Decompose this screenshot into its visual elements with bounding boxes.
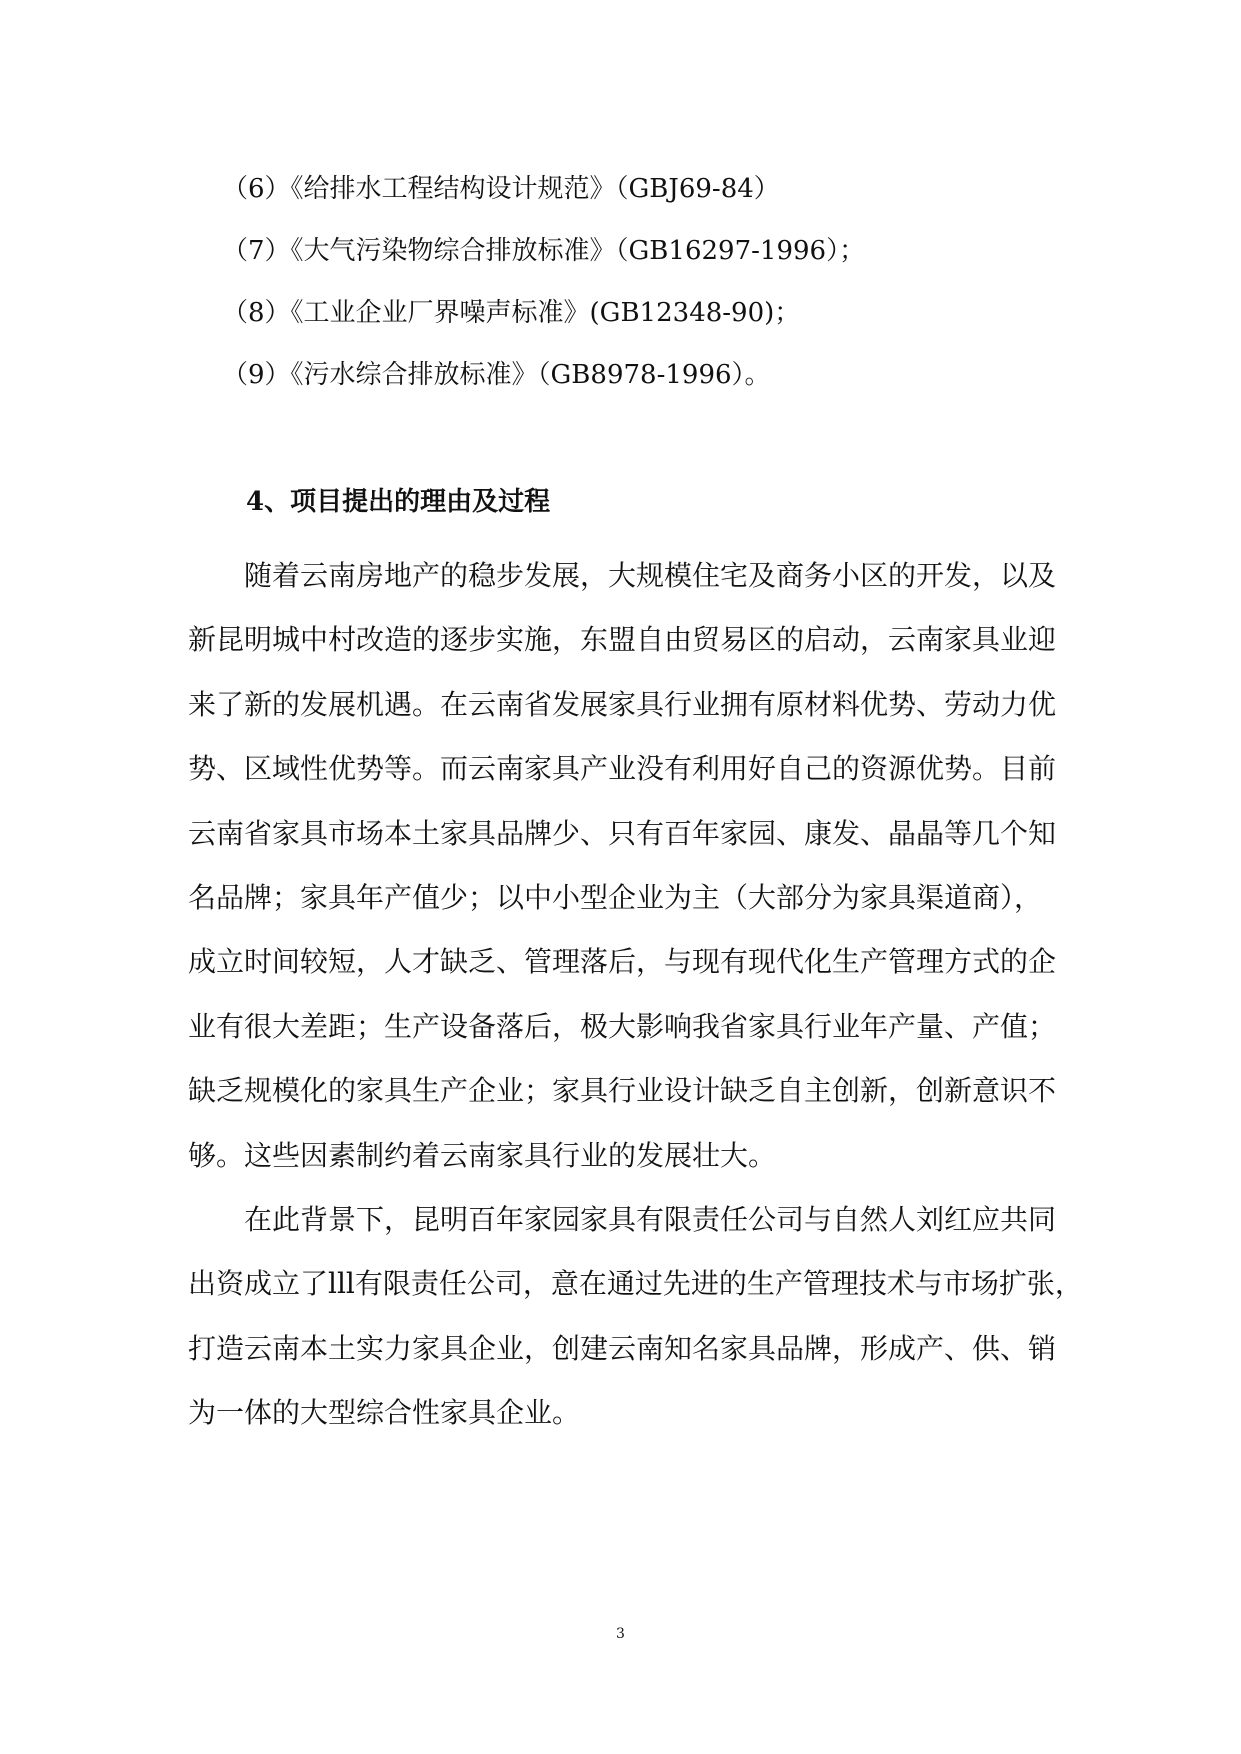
reference-item-8: （8）《工业企业厂界噪声标准》(GB12348-90)； [222, 298, 801, 328]
paragraph-1-line: 成立时间较短，人才缺乏、管理落后，与现有现代化生产管理方式的企 [188, 945, 1057, 979]
paragraph-1-line: 云南省家具市场本土家具品牌少、只有百年家园、康发、晶晶等几个知 [188, 816, 1057, 850]
paragraph-2-line: 出资成立了lll有限责任公司，意在通过先进的生产管理技术与市场扩张， [188, 1267, 1083, 1301]
paragraph-1-line: 业有很大差距；生产设备落后，极大影响我省家具行业年产量、产值； [188, 1009, 1057, 1043]
reference-item-9: （9）《污水综合排放标准》（GB8978-1996）。 [222, 360, 771, 390]
paragraph-1-line: 势、区域性优势等。而云南家具产业没有利用好自己的资源优势。目前 [188, 752, 1057, 786]
paragraph-1-line: 够。这些因素制约着云南家具行业的发展壮大。 [188, 1138, 777, 1172]
paragraph-2-line: 为一体的大型综合性家具企业。 [188, 1396, 581, 1430]
page-number: 3 [616, 1626, 625, 1642]
paragraph-2-line: 在此背景下，昆明百年家园家具有限责任公司与自然人刘红应共同 [244, 1202, 1057, 1236]
paragraph-1-line: 随着云南房地产的稳步发展，大规模住宅及商务小区的开发，以及 [244, 559, 1057, 592]
reference-item-6: （6）《给排水工程结构设计规范》（GBJ69-84） [222, 174, 780, 204]
paragraph-2-line: 打造云南本土实力家具企业，创建云南知名家具品牌，形成产、供、销 [188, 1331, 1057, 1365]
paragraph-1-line: 新昆明城中村改造的逐步实施，东盟自由贸易区的启动，云南家具业迎 [188, 623, 1057, 657]
paragraph-1-line: 来了新的发展机遇。在云南省发展家具行业拥有原材料优势、劳动力优 [188, 687, 1057, 721]
reference-item-7: （7）《大气污染物综合排放标准》（GB16297-1996）； [222, 236, 866, 266]
section-body [188, 544, 1088, 1445]
paragraph-1-line: 缺乏规模化的家具生产企业；家具行业设计缺乏自主创新，创新意识不 [188, 1074, 1057, 1108]
standards-reference-list [222, 158, 865, 406]
section-heading: 4、项目提出的理由及过程 [246, 487, 551, 517]
paragraph-1-line: 名品牌；家具年产值少；以中小型企业为主（大部分为家具渠道商）， [188, 880, 1043, 914]
